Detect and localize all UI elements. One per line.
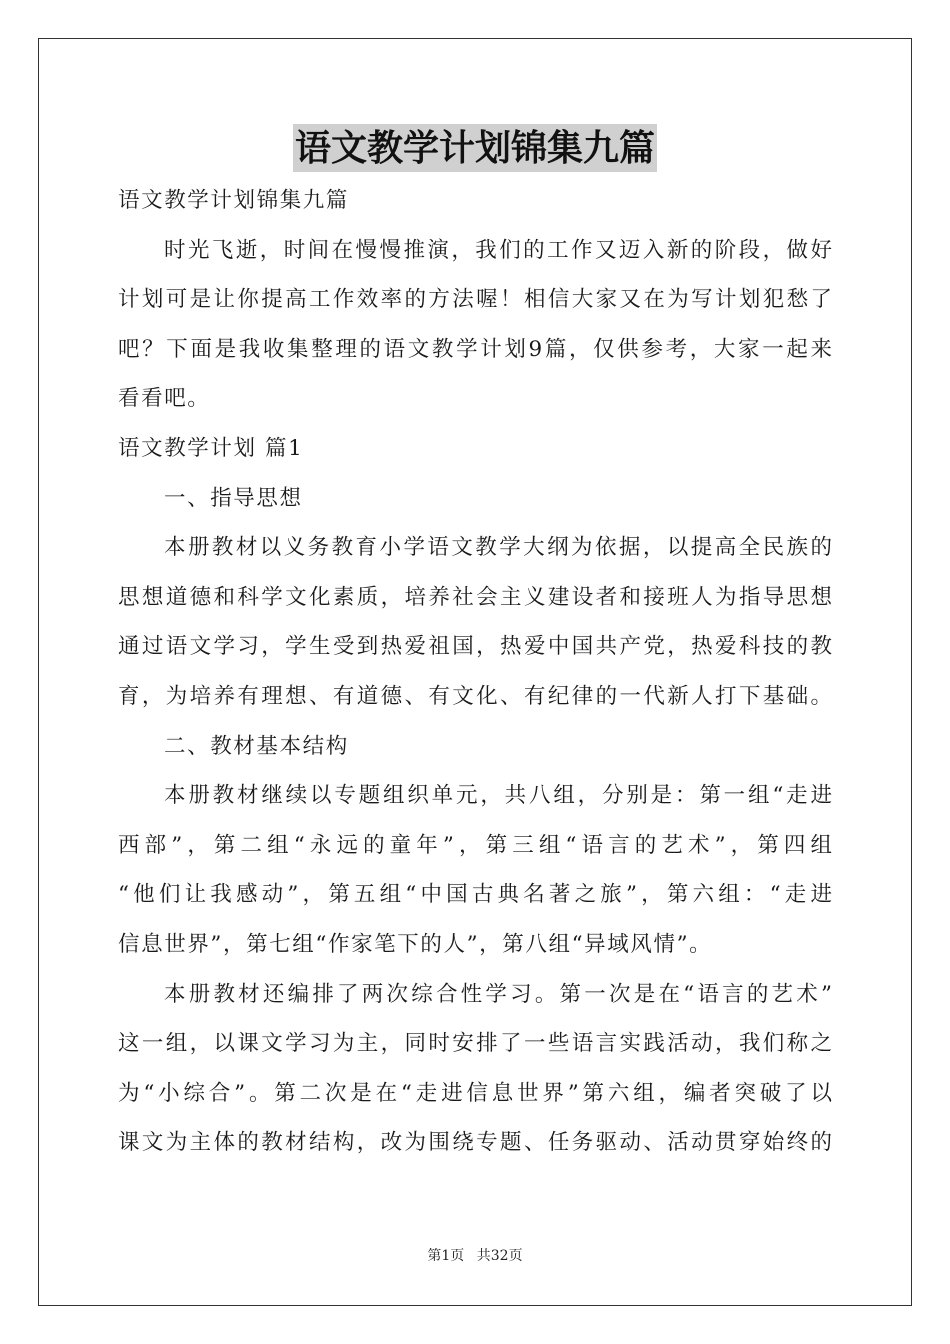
- paragraph-line: 本册教材继续以专题组织单元，共八组，分别是：第一组“走进: [164, 783, 832, 809]
- paragraph-line: 信息世界”，第七组“作家笔下的人”，第八组“异域风情”。: [118, 931, 713, 957]
- paragraph-line: 为“小综合”。第二次是在“走进信息世界”第六组，编者突破了以: [118, 1080, 832, 1106]
- paragraph-line: 课文为主体的教材结构，改为围绕专题、任务驱动、活动贯穿始终的: [118, 1130, 832, 1156]
- subsection-heading: 一、指导思想: [164, 485, 303, 511]
- paragraph-line: 这一组，以课文学习为主，同时安排了一些语言实践活动，我们称之: [118, 1031, 832, 1057]
- paragraph-line: 本册教材还编排了两次综合性学习。第一次是在“语言的艺术”: [164, 981, 832, 1007]
- paragraph-line: 本册教材以义务教育小学语文教学大纲为依据，以提高全民族的: [164, 535, 832, 561]
- paragraph-line: 育，为培养有理想、有道德、有文化、有纪律的一代新人打下基础。: [118, 683, 832, 709]
- paragraph-line: 计划可是让你提高工作效率的方法喔！相信大家又在为写计划犯愁了: [118, 287, 832, 313]
- subsection-heading: 二、教材基本结构: [164, 733, 349, 759]
- section-heading: 语文教学计划 篇1: [118, 435, 304, 461]
- paragraph-line: 思想道德和科学文化素质，培养社会主义建设者和接班人为指导思想: [118, 584, 832, 610]
- paragraph-line: 通过语文学习，学生受到热爱祖国，热爱中国共产党，热爱科技的教: [118, 634, 832, 660]
- page-footer: [0, 1246, 950, 1266]
- paragraph-line: 时光飞逝，时间在慢慢推演，我们的工作又迈入新的阶段，做好: [164, 237, 832, 263]
- document-title: 语文教学计划锦集九篇: [293, 124, 657, 172]
- page-number: 第1页: [427, 1248, 465, 1264]
- paragraph-line: 吧？下面是我收集整理的语文教学计划9篇，仅供参考，大家一起来: [118, 336, 832, 362]
- title-container: [0, 124, 950, 172]
- paragraph-line: 看看吧。: [118, 386, 211, 412]
- document-body: [118, 176, 832, 1168]
- subtitle-line: 语文教学计划锦集九篇: [118, 188, 350, 213]
- paragraph-line: 西部”，第二组“永远的童年”，第三组“语言的艺术”，第四组: [118, 832, 832, 858]
- total-pages: 共32页: [476, 1248, 523, 1264]
- paragraph-line: “他们让我感动”，第五组“中国古典名著之旅”，第六组：“走进: [118, 882, 832, 908]
